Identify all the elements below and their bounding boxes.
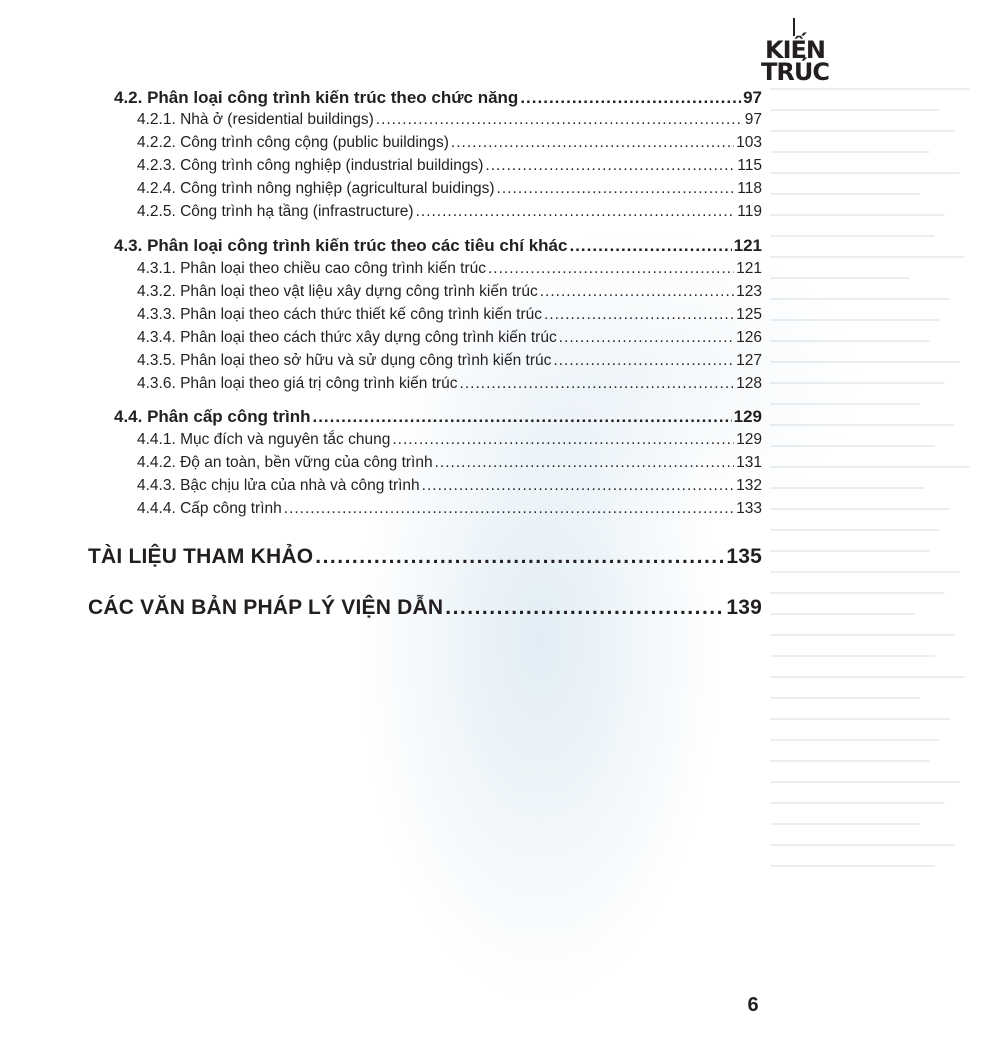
toc-entry-label: 4.4.4. Cấp công trình [137,500,282,517]
dot-leader [451,134,734,152]
toc-item-4-2-2[interactable] [137,134,762,152]
toc-entry-page: 127 [736,352,762,369]
toc-entry-label: 4.4.1. Mục đích và nguyên tắc chung [137,431,391,448]
toc-item-4-3-4[interactable] [137,329,762,347]
toc-entry-page: 132 [736,477,762,494]
toc-entry-page: 115 [737,157,762,174]
logo-line-1: KIẾN [764,36,825,64]
toc-entry-page: 139 [726,596,762,619]
toc-item-4-3-1[interactable] [137,260,762,278]
toc-entry-label: 4.2.5. Công trình hạ tầng (infrastructure) [137,203,414,220]
toc-chapter-legal-documents[interactable] [88,596,762,620]
toc-item-4-3-5[interactable] [137,352,762,370]
toc-entry-label: 4.2.4. Công trình nông nghiệp (agricultural buidings) [137,180,495,197]
toc-entry-label: TÀI LIỆU THAM KHẢO [88,545,314,568]
toc-entry-label: 4.3.2. Phân loại theo vật liệu xây dựng công trình kiến trúc [137,283,538,300]
toc-entry-label: 4.3.6. Phân loại theo giá trị công trình kiến trúc [137,375,458,392]
toc-entry-label: 4.2. Phân loại công trình kiến trúc theo chức năng [114,88,519,107]
toc-entry-label: 4.2.3. Công trình công nghiệp (industrial buildings) [137,157,484,174]
dot-leader [540,283,734,301]
dot-leader [422,477,734,495]
toc-item-4-2-1[interactable] [137,111,762,129]
toc-item-4-2-3[interactable] [137,157,762,175]
dot-leader [553,352,734,370]
toc-entry-page: 128 [736,375,762,392]
toc-entry-label: 4.3. Phân loại công trình kiến trúc theo các tiêu chí khác [114,236,568,255]
toc-item-4-4-3[interactable] [137,477,762,495]
dot-leader [392,431,734,449]
dot-leader [416,203,736,221]
dot-leader [497,180,736,198]
toc-entry-label: 4.3.3. Phân loại theo cách thức thiết kế công trình kiến trúc [137,306,543,323]
toc-entry-page: 97 [743,88,762,107]
toc-item-4-4-1[interactable] [137,431,762,449]
toc-item-4-2-4[interactable] [137,180,762,198]
toc-entry-page: 103 [736,134,762,151]
toc-item-4-3-2[interactable] [137,283,762,301]
dot-leader [445,596,724,620]
toc-entry-label: 4.3.1. Phân loại theo chiều cao công trình kiến trúc [137,260,486,277]
dot-leader [559,329,734,347]
toc-entry-label: 4.3.5. Phân loại theo sở hữu và sử dụng công trình kiến trúc [137,352,552,369]
toc-entry-label: 4.4. Phân cấp công trình [114,407,311,426]
dot-leader [435,454,735,472]
toc-entry-page: 119 [737,203,762,220]
toc-entry-page: 126 [736,329,762,346]
dot-leader [485,157,735,175]
toc-section-4-4[interactable] [114,407,762,427]
dot-leader [569,236,731,256]
toc-entry-page: 129 [733,407,762,426]
toc-entry-label: 4.4.3. Bậc chịu lửa của nhà và công trình [137,477,420,494]
dot-leader [460,375,735,393]
dot-leader [488,260,734,278]
toc-entry-page: 121 [733,236,762,255]
toc-entry-label: 4.4.2. Độ an toàn, bền vững của công trình [137,454,433,471]
toc-entry-label: 4.3.4. Phân loại theo cách thức xây dựng công trình kiến trúc [137,329,557,346]
dot-leader [376,111,743,129]
toc-entry-page: 118 [737,180,762,197]
page-number: 6 [747,994,759,1016]
toc-entry-page: 97 [744,111,762,128]
toc-entry-label: CÁC VĂN BẢN PHÁP LÝ VIỆN DẪN [88,596,444,619]
toc-entry-page: 125 [736,306,762,323]
toc-item-4-2-5[interactable] [137,203,762,221]
dot-leader [312,407,731,427]
toc-section-4-2[interactable] [114,88,762,108]
toc-item-4-3-6[interactable] [137,375,762,393]
toc-item-4-4-4[interactable] [137,500,762,518]
toc-entry-page: 131 [736,454,762,471]
logo-line-2: TRÚC [761,58,829,86]
toc-entry-page: 123 [736,283,762,300]
toc-entry-page: 135 [726,545,762,568]
toc-entry-page: 121 [736,260,762,277]
toc-entry-page: 133 [736,500,762,517]
toc-entry-label: 4.2.1. Nhà ở (residential buildings) [137,111,374,128]
dot-leader [315,545,724,569]
dot-leader [284,500,734,518]
dot-leader [544,306,734,324]
dot-leader [520,88,741,108]
toc-item-4-3-3[interactable] [137,306,762,324]
toc-chapter-references[interactable] [88,545,762,569]
toc-entry-page: 129 [736,431,762,448]
toc-entry-label: 4.2.2. Công trình công cộng (public buildings) [137,134,449,151]
toc-section-4-3[interactable] [114,236,762,256]
toc-item-4-4-2[interactable] [137,454,762,472]
